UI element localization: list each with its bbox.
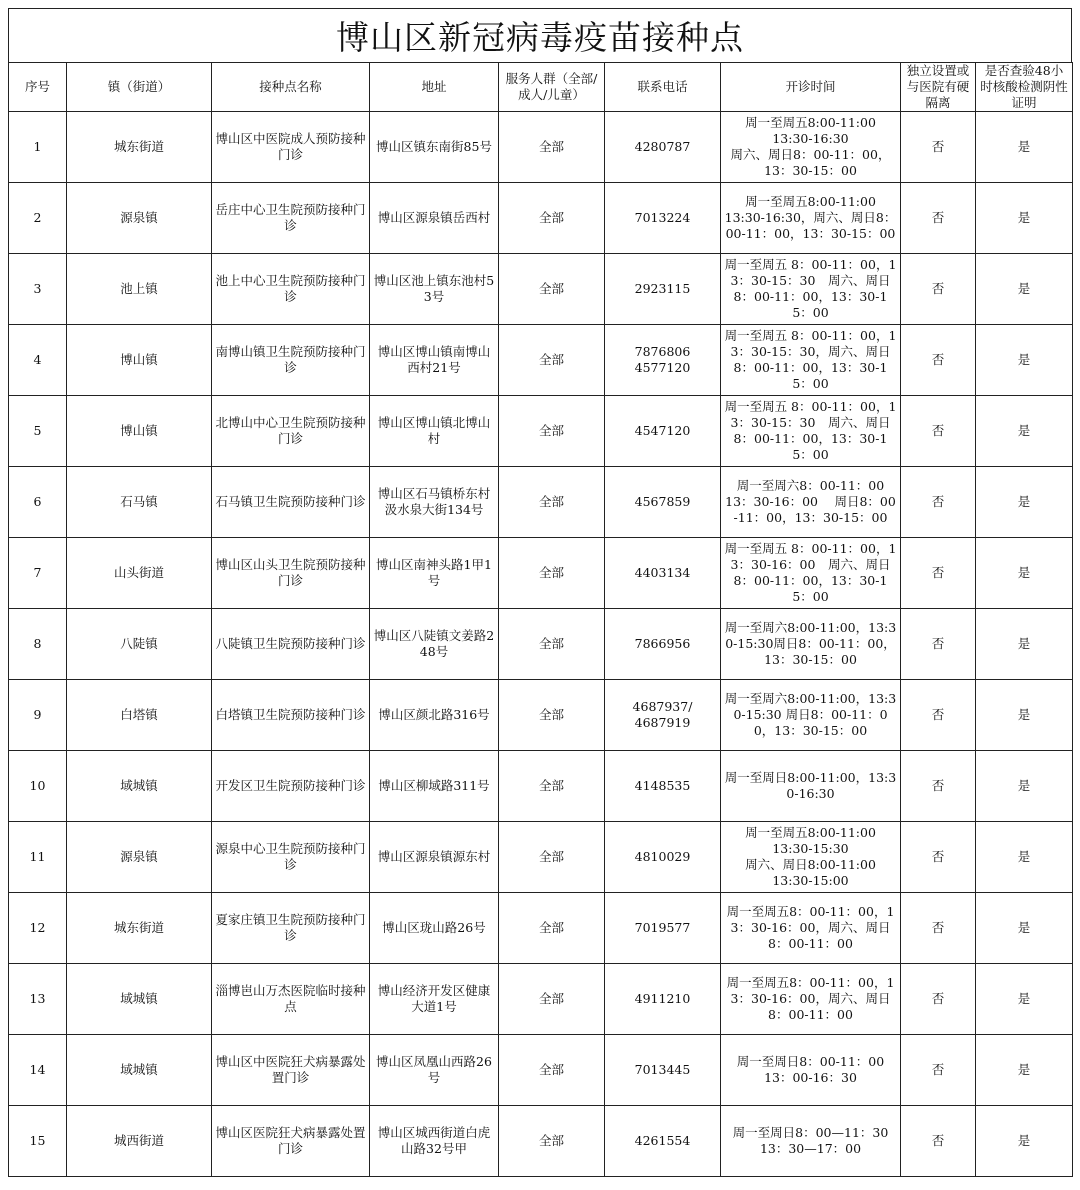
- cell-service-group: 全部: [499, 893, 605, 964]
- table-row: [9, 751, 1073, 822]
- table-row: [9, 254, 1073, 325]
- table-row: [9, 893, 1073, 964]
- cell-no: 5: [9, 396, 67, 467]
- cell-hours: 周一至周五 8：00-11：00，13：30-16：00 周六、周日8：00-11：00，13：30-15：00: [721, 538, 901, 609]
- cell-service-group: 全部: [499, 822, 605, 893]
- cell-isolation: 否: [901, 964, 976, 1035]
- cell-hours: 周一至周五 8：00-11：00，13：30-15：30 周六、周日8：00-11：00，13：30-15：00: [721, 254, 901, 325]
- table-row: [9, 183, 1073, 254]
- cell-phone: 4261554: [605, 1106, 721, 1177]
- cell-address: 博山区八陡镇文姜路248号: [370, 609, 499, 680]
- cell-town: 城东街道: [67, 112, 212, 183]
- cell-address: 博山区石马镇桥东村汲水泉大街134号: [370, 467, 499, 538]
- cell-town: 城东街道: [67, 893, 212, 964]
- cell-service-group: 全部: [499, 254, 605, 325]
- cell-town: 城西街道: [67, 1106, 212, 1177]
- cell-site-name: 石马镇卫生院预防接种门诊: [212, 467, 370, 538]
- cell-site-name: 源泉中心卫生院预防接种门诊: [212, 822, 370, 893]
- cell-nucleic-test: 是: [976, 396, 1073, 467]
- cell-phone: 7013224: [605, 183, 721, 254]
- cell-isolation: 否: [901, 254, 976, 325]
- cell-service-group: 全部: [499, 964, 605, 1035]
- header-site-name: 接种点名称: [212, 63, 370, 112]
- cell-service-group: 全部: [499, 609, 605, 680]
- cell-hours: 周一至周五8：00-11：00，13：30-16：00，周六、周日8：00-11：00: [721, 893, 901, 964]
- cell-address: 博山区颜北路316号: [370, 680, 499, 751]
- cell-address: 博山经济开发区健康大道1号: [370, 964, 499, 1035]
- cell-phone: 7013445: [605, 1035, 721, 1106]
- header-no: 序号: [9, 63, 67, 112]
- cell-isolation: 否: [901, 1035, 976, 1106]
- table-body: [9, 112, 1073, 1177]
- cell-town: 石马镇: [67, 467, 212, 538]
- cell-address: 博山区博山镇南博山西村21号: [370, 325, 499, 396]
- cell-no: 13: [9, 964, 67, 1035]
- cell-no: 12: [9, 893, 67, 964]
- cell-address: 博山区池上镇东池村53号: [370, 254, 499, 325]
- cell-phone: 7876806 4577120: [605, 325, 721, 396]
- cell-town: 池上镇: [67, 254, 212, 325]
- cell-address: 博山区南神头路1甲1号: [370, 538, 499, 609]
- header-nucleic-test: 是否查验48小时核酸检测阴性证明: [976, 63, 1073, 112]
- cell-service-group: 全部: [499, 325, 605, 396]
- cell-service-group: 全部: [499, 1035, 605, 1106]
- cell-phone: 4547120: [605, 396, 721, 467]
- cell-address: 博山区镇东南街85号: [370, 112, 499, 183]
- cell-address: 博山区城西街道白虎山路32号甲: [370, 1106, 499, 1177]
- cell-site-name: 博山区山头卫生院预防接种门诊: [212, 538, 370, 609]
- cell-no: 11: [9, 822, 67, 893]
- cell-no: 6: [9, 467, 67, 538]
- table-row: [9, 680, 1073, 751]
- cell-nucleic-test: 是: [976, 538, 1073, 609]
- cell-address: 博山区源泉镇源东村: [370, 822, 499, 893]
- sheet-title: 博山区新冠病毒疫苗接种点: [8, 8, 1072, 62]
- cell-hours: 周一至周日8:00-11:00，13:30-16:30: [721, 751, 901, 822]
- cell-site-name: 博山区医院狂犬病暴露处置门诊: [212, 1106, 370, 1177]
- cell-isolation: 否: [901, 822, 976, 893]
- cell-town: 八陡镇: [67, 609, 212, 680]
- cell-phone: 7866956: [605, 609, 721, 680]
- header-isolation: 独立设置或与医院有硬隔离: [901, 63, 976, 112]
- cell-site-name: 八陡镇卫生院预防接种门诊: [212, 609, 370, 680]
- vaccination-sheet: [8, 8, 1072, 1177]
- cell-phone: 4148535: [605, 751, 721, 822]
- cell-site-name: 夏家庄镇卫生院预防接种门诊: [212, 893, 370, 964]
- header-service-group: 服务人群（全部/成人/儿童）: [499, 63, 605, 112]
- cell-nucleic-test: 是: [976, 893, 1073, 964]
- cell-no: 4: [9, 325, 67, 396]
- cell-site-name: 开发区卫生院预防接种门诊: [212, 751, 370, 822]
- cell-phone: 4567859: [605, 467, 721, 538]
- cell-site-name: 池上中心卫生院预防接种门诊: [212, 254, 370, 325]
- cell-isolation: 否: [901, 538, 976, 609]
- cell-town: 博山镇: [67, 325, 212, 396]
- cell-service-group: 全部: [499, 467, 605, 538]
- cell-isolation: 否: [901, 609, 976, 680]
- table-row: [9, 1035, 1073, 1106]
- cell-hours: 周一至周五8：00-11：00，13：30-16：00，周六、周日8：00-11：00: [721, 964, 901, 1035]
- header-town: 镇（街道）: [67, 63, 212, 112]
- cell-address: 博山区柳域路311号: [370, 751, 499, 822]
- cell-no: 2: [9, 183, 67, 254]
- cell-town: 白塔镇: [67, 680, 212, 751]
- cell-service-group: 全部: [499, 538, 605, 609]
- cell-hours: 周一至周五8:00-11:00 13:30-15:30 周六、周日8:00-11:00 13:30-15:00: [721, 822, 901, 893]
- cell-hours: 周一至周五 8：00-11：00，13：30-15：30，周六、周日8：00-11：00，13：30-15：00: [721, 325, 901, 396]
- cell-nucleic-test: 是: [976, 964, 1073, 1035]
- cell-nucleic-test: 是: [976, 751, 1073, 822]
- cell-address: 博山区凤凰山西路26号: [370, 1035, 499, 1106]
- cell-site-name: 白塔镇卫生院预防接种门诊: [212, 680, 370, 751]
- cell-town: 源泉镇: [67, 183, 212, 254]
- cell-isolation: 否: [901, 751, 976, 822]
- header-row: [9, 63, 1073, 112]
- cell-no: 15: [9, 1106, 67, 1177]
- cell-isolation: 否: [901, 467, 976, 538]
- cell-nucleic-test: 是: [976, 609, 1073, 680]
- cell-site-name: 博山区中医院狂犬病暴露处置门诊: [212, 1035, 370, 1106]
- cell-nucleic-test: 是: [976, 325, 1073, 396]
- cell-town: 源泉镇: [67, 822, 212, 893]
- table-row: [9, 396, 1073, 467]
- cell-isolation: 否: [901, 183, 976, 254]
- cell-service-group: 全部: [499, 680, 605, 751]
- cell-nucleic-test: 是: [976, 183, 1073, 254]
- cell-isolation: 否: [901, 396, 976, 467]
- cell-town: 域城镇: [67, 964, 212, 1035]
- table-row: [9, 325, 1073, 396]
- cell-phone: 7019577: [605, 893, 721, 964]
- cell-no: 8: [9, 609, 67, 680]
- cell-phone: 4403134: [605, 538, 721, 609]
- cell-service-group: 全部: [499, 112, 605, 183]
- cell-nucleic-test: 是: [976, 112, 1073, 183]
- cell-isolation: 否: [901, 112, 976, 183]
- cell-isolation: 否: [901, 680, 976, 751]
- cell-service-group: 全部: [499, 396, 605, 467]
- table-row: [9, 964, 1073, 1035]
- cell-isolation: 否: [901, 893, 976, 964]
- cell-no: 9: [9, 680, 67, 751]
- cell-service-group: 全部: [499, 751, 605, 822]
- cell-hours: 周一至周六8:00-11:00，13:30-15:30周日8：00-11：00，13：30-15：00: [721, 609, 901, 680]
- cell-nucleic-test: 是: [976, 680, 1073, 751]
- cell-site-name: 博山区中医院成人预防接种门诊: [212, 112, 370, 183]
- cell-phone: 4687937/ 4687919: [605, 680, 721, 751]
- cell-phone: 4810029: [605, 822, 721, 893]
- cell-site-name: 岳庄中心卫生院预防接种门诊: [212, 183, 370, 254]
- cell-hours: 周一至周日8：00-11：00 13：00-16：30: [721, 1035, 901, 1106]
- cell-site-name: 南博山镇卫生院预防接种门诊: [212, 325, 370, 396]
- header-phone: 联系电话: [605, 63, 721, 112]
- cell-isolation: 否: [901, 1106, 976, 1177]
- cell-nucleic-test: 是: [976, 254, 1073, 325]
- cell-no: 14: [9, 1035, 67, 1106]
- table-row: [9, 112, 1073, 183]
- cell-town: 域城镇: [67, 751, 212, 822]
- cell-nucleic-test: 是: [976, 1035, 1073, 1106]
- cell-address: 博山区珑山路26号: [370, 893, 499, 964]
- cell-nucleic-test: 是: [976, 1106, 1073, 1177]
- cell-service-group: 全部: [499, 1106, 605, 1177]
- cell-isolation: 否: [901, 325, 976, 396]
- cell-phone: 4911210: [605, 964, 721, 1035]
- cell-nucleic-test: 是: [976, 822, 1073, 893]
- table-row: [9, 609, 1073, 680]
- header-hours: 开诊时间: [721, 63, 901, 112]
- cell-town: 山头街道: [67, 538, 212, 609]
- header-address: 地址: [370, 63, 499, 112]
- cell-address: 博山区源泉镇岳西村: [370, 183, 499, 254]
- table-row: [9, 822, 1073, 893]
- cell-address: 博山区博山镇北博山村: [370, 396, 499, 467]
- cell-site-name: 淄博岜山万杰医院临时接种点: [212, 964, 370, 1035]
- vaccination-sites-table: [8, 62, 1073, 1177]
- cell-hours: 周一至周六8:00-11:00，13:30-15:30 周日8：00-11：00，13：30-15：00: [721, 680, 901, 751]
- cell-service-group: 全部: [499, 183, 605, 254]
- cell-nucleic-test: 是: [976, 467, 1073, 538]
- cell-site-name: 北博山中心卫生院预防接种门诊: [212, 396, 370, 467]
- cell-hours: 周一至周五 8：00-11：00，13：30-15：30 周六、周日8：00-11：00，13：30-15：00: [721, 396, 901, 467]
- cell-hours: 周一至周五8:00-11:00 13:30-16:30，周六、周日8：00-11：00，13：30-15：00: [721, 183, 901, 254]
- table-row: [9, 467, 1073, 538]
- cell-phone: 4280787: [605, 112, 721, 183]
- table-row: [9, 1106, 1073, 1177]
- cell-no: 7: [9, 538, 67, 609]
- cell-town: 域城镇: [67, 1035, 212, 1106]
- table-row: [9, 538, 1073, 609]
- cell-town: 博山镇: [67, 396, 212, 467]
- cell-hours: 周一至周日8：00—11：30 13：30—17：00: [721, 1106, 901, 1177]
- cell-no: 10: [9, 751, 67, 822]
- cell-no: 1: [9, 112, 67, 183]
- cell-no: 3: [9, 254, 67, 325]
- cell-hours: 周一至周五8:00-11:00 13:30-16:30 周六、周日8：00-11：00， 13：30-15：00: [721, 112, 901, 183]
- cell-hours: 周一至周六8：00-11：00 13：30-16：00 周日8：00-11：00，13：30-15：00: [721, 467, 901, 538]
- cell-phone: 2923115: [605, 254, 721, 325]
